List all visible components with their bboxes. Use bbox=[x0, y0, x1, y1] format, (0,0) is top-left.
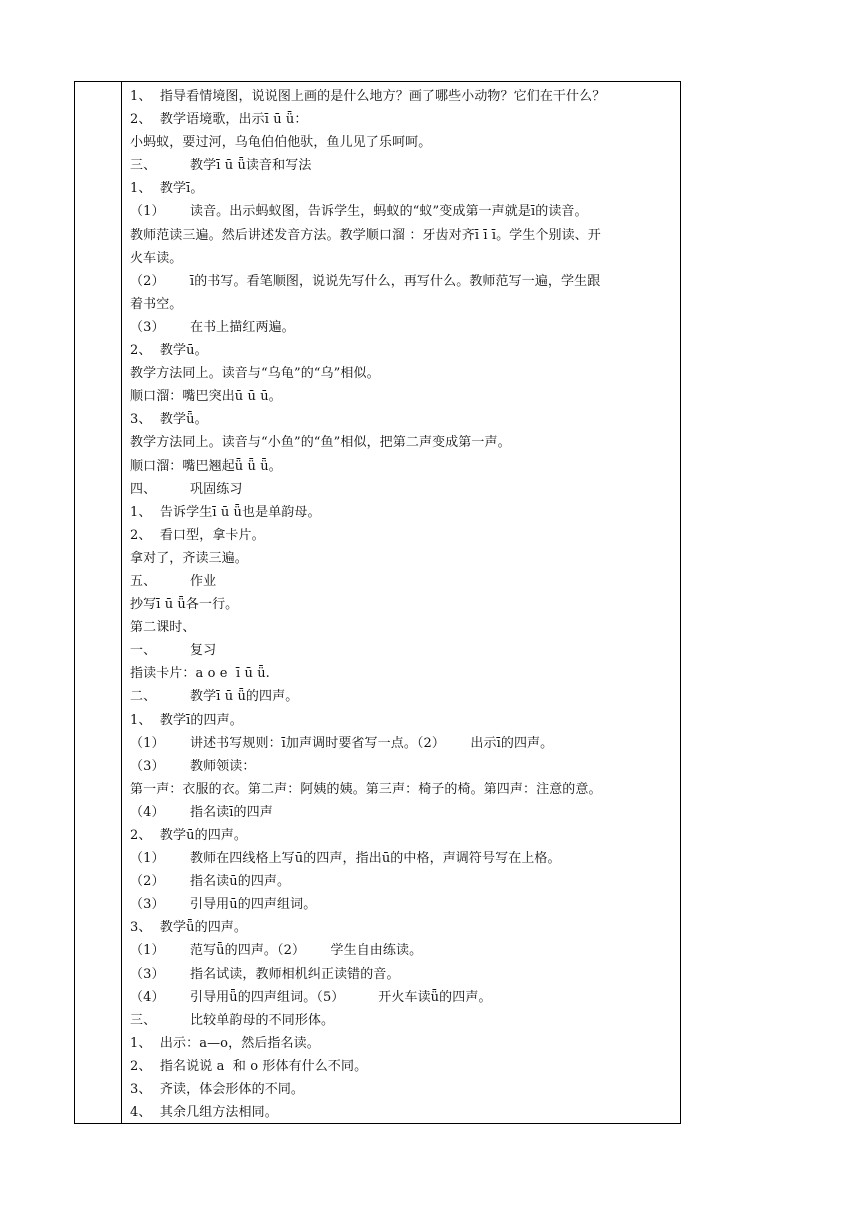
text-line: （3） 指名试读，教师相机纠正读错的音。 bbox=[130, 966, 400, 982]
text-line: （3） 引导用ū的四声组词。 bbox=[130, 897, 317, 913]
section-heading: 三、 教学ī ū ǖ读音和写法 bbox=[130, 158, 312, 174]
text-line: 1、 指导看情境图，说说图上画的是什么地方？画了哪些小动物？它们在干什么？ bbox=[130, 89, 606, 104]
lesson-period-title: 第二课时、 bbox=[130, 620, 196, 636]
text-line: 2、 教学ū的四声。 bbox=[130, 828, 248, 843]
text-line: （1） 读音。出示蚂蚁图，告诉学生，蚂蚁的“蚁”变成第一声就是ī的读音。 bbox=[130, 204, 588, 220]
section-heading: 四、 巩固练习 bbox=[130, 481, 243, 497]
lesson-plan-table bbox=[74, 81, 681, 1124]
text-line: 1、 出示：a—o，然后指名读。 bbox=[130, 1035, 320, 1051]
text-line: 1、 教学ī。 bbox=[130, 181, 204, 197]
text-line: 火车读。 bbox=[130, 250, 183, 266]
text-line: （1） 教师在四线格上写ū的四声，指出ū的中格，声调符号写在上格。 bbox=[130, 851, 561, 867]
text-line: （3） 教师领读： bbox=[130, 758, 256, 774]
text-line: （1） 讲述书写规则：ī加声调时要省写一点。（2） 出示ī的四声。 bbox=[130, 735, 554, 751]
text-line: 教学方法同上。读音与“乌龟”的“乌”相似。 bbox=[130, 366, 380, 382]
text-line: 2、 教学ū。 bbox=[130, 343, 208, 359]
section-heading: 一、 复习 bbox=[130, 643, 217, 659]
text-line: 小蚂蚁，要过河，乌龟伯伯他驮，鱼儿见了乐呵呵。 bbox=[130, 135, 432, 151]
text-line: 拿对了，齐读三遍。 bbox=[130, 550, 248, 566]
text-line: 3、 齐读，体会形体的不同。 bbox=[130, 1082, 305, 1098]
text-line: 抄写ī ū ǖ各一行。 bbox=[130, 597, 239, 613]
text-line: 4、 其余几组方法相同。 bbox=[130, 1105, 278, 1121]
text-line: （3） 在书上描红两遍。 bbox=[130, 319, 295, 335]
text-line: （2） ī的书写。看笔顺图，说说先写什么，再写什么。教师范写一遍，学生跟 bbox=[130, 273, 601, 289]
text-line: 指读卡片：a o e ī ū ǖ. bbox=[130, 666, 270, 682]
column-divider bbox=[121, 82, 122, 1123]
text-line: （4） 指名读ī的四声 bbox=[130, 804, 273, 820]
text-line: 教学方法同上。读音与“小鱼”的“鱼”相似，把第二声变成第一声。 bbox=[130, 435, 511, 451]
text-line: 3、 教学ǖ。 bbox=[130, 412, 208, 428]
text-line: （4） 引导用ǖ的四声组词。（5） 开火车读ǖ的四声。 bbox=[130, 989, 492, 1005]
text-line: 顺口溜：嘴巴突出ū ū ū。 bbox=[130, 389, 282, 405]
text-line: 2、 看口型，拿卡片。 bbox=[130, 527, 265, 543]
text-line: 2、 教学语境歌，出示ī ū ǖ： bbox=[130, 112, 308, 128]
text-line: 顺口溜：嘴巴翘起ǖ ǖ ǖ。 bbox=[130, 458, 282, 474]
text-line: 1、 告诉学生ī ū ǖ也是单韵母。 bbox=[130, 504, 321, 520]
section-heading: 二、 教学ī ū ǖ的四声。 bbox=[130, 689, 299, 705]
text-line: 教师范读三遍。然后讲述发音方法。教学顺口溜 ：牙齿对齐ī ī ī。学生个别读、开 bbox=[130, 227, 601, 243]
text-line: 1、 教学ī的四声。 bbox=[130, 712, 243, 728]
text-line: 2、 指名说说 a 和 o 形体有什么不同。 bbox=[130, 1058, 368, 1074]
text-line: （1） 范写ǖ的四声。（2） 学生自由练读。 bbox=[130, 943, 423, 959]
lesson-content-cell bbox=[130, 85, 676, 1124]
section-heading: 三、 比较单韵母的不同形体。 bbox=[130, 1012, 335, 1028]
text-line: 3、 教学ǖ的四声。 bbox=[130, 920, 248, 936]
text-line: 着书空。 bbox=[130, 296, 183, 312]
section-heading: 五、 作业 bbox=[130, 573, 217, 589]
text-line: 第一声：衣服的衣。第二声：阿姨的姨。第三声：椅子的椅。第四声：注意的意。 bbox=[130, 781, 602, 797]
text-line: （2） 指名读ū的四声。 bbox=[130, 874, 291, 890]
